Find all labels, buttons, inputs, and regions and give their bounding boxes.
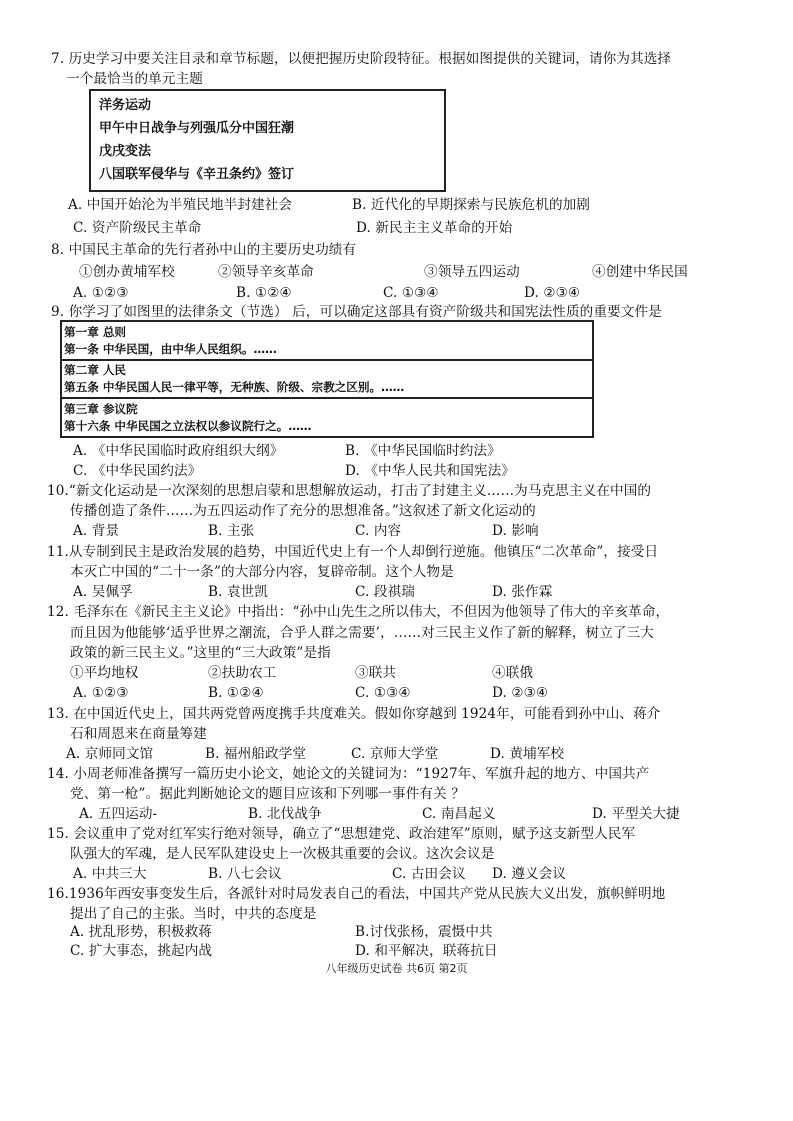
q10-option-c: C. 内容 <box>355 523 402 539</box>
q12-stem-line3: 政策的新三民主义。”这里的“三大政策”是指 <box>70 645 331 661</box>
q11-stem-line1: 11.从专制到民主是政治发展的趋势，中国近代史上有一个人却倒行逆施。他镇压“二次革命”，接受日 <box>47 544 659 560</box>
q16-stem-line1: 16.1936年西安事变发生后，各派针对时局发表自己的看法，中国共产党从民族大义出发，旗帜鲜明地 <box>47 886 666 902</box>
q9-option-a: A. 《中华民国临时政府组织大纲》 <box>73 443 284 459</box>
q16-option-c: C. 扩大事态，挑起内战 <box>70 943 213 959</box>
q7-keyword: 八国联军侵华与《辛丑条约》签订 <box>99 167 295 182</box>
q9-option-b: B. 《中华民国临时约法》 <box>345 443 501 459</box>
q12-option-c: C. ①③④ <box>355 685 411 701</box>
q12-stem-line1: 12. 毛泽东在《新民主主义论》中指出：“孙中山先生之所以伟大，不但因为他领导了伟大的辛亥革命， <box>47 604 670 620</box>
q8-option-a: A. ①②③ <box>73 285 129 301</box>
q14-option-b: B. 北伐战争 <box>248 806 322 822</box>
q9-stem: 9. 你学习了如图里的法律条文（节选） 后，可以确定这部具有资产阶级共和国宪法性质的重要文件是 <box>51 304 662 320</box>
q12-option-d: D. ②③④ <box>492 685 549 701</box>
q7-keyword: 戊戌变法 <box>99 144 152 159</box>
q7-keyword-box <box>89 89 446 192</box>
q7-option-b: B. 近代化的早期探索与民族危机的加剧 <box>352 197 591 213</box>
q7-keyword: 甲午中日战争与列强瓜分中国狂潮 <box>99 121 295 136</box>
q12-option-a: A. ①②③ <box>73 685 129 701</box>
q11-option-a: A. 吴佩孚 <box>73 584 133 600</box>
page-footer: 八年级历史试卷 共6页 第2页 <box>325 962 468 975</box>
q9-article: 第一条 中华民国，由中华人民组织。…… <box>64 342 277 356</box>
q10-stem-line2: 传播创造了条件……为五四运动作了充分的思想准备。”这叙述了新文化运动的 <box>70 503 536 519</box>
q15-option-a: A. 中共三大 <box>73 866 147 882</box>
q8-option-c: C. ①③④ <box>383 285 439 301</box>
q12-item: ②扶助农工 <box>208 665 277 681</box>
q13-stem-line1: 13. 在中国近代史上，国共两党曾两度携手共度难关。假如你穿越到 1924年，可能看到孙中山、蒋介 <box>47 706 661 722</box>
q11-option-c: C. 段祺瑞 <box>355 584 415 600</box>
q15-option-c: C. 古田会议 <box>392 866 466 882</box>
q15-option-b: B. 八七会议 <box>208 866 282 882</box>
q10-option-b: B. 主张 <box>208 523 255 539</box>
q7-stem-line2: 一个最恰当的单元主题 <box>66 71 203 87</box>
q14-option-c: C. 南昌起义 <box>422 806 496 822</box>
q9-chapter-title: 第一章 总则 <box>64 325 127 339</box>
q16-stem-line2: 提出了自己的主张。当时，中共的态度是 <box>70 906 317 922</box>
q8-option-b: B. ①②④ <box>236 285 292 301</box>
q12-option-b: B. ①②④ <box>208 685 264 701</box>
q9-article: 第五条 中华民国人民一律平等，无种族、阶级、宗教之区别。…… <box>64 380 405 394</box>
q12-item: ①平均地权 <box>70 665 139 681</box>
q9-chapter-section <box>62 399 592 436</box>
q8-item: ②领导辛亥革命 <box>218 264 314 280</box>
q12-item: ③联共 <box>355 665 397 681</box>
q9-chapter-title: 第三章 参议院 <box>64 402 138 416</box>
q9-option-c: C. 《中华民国约法》 <box>73 463 202 479</box>
q16-option-d: D. 和平解决，联蒋抗日 <box>355 943 498 959</box>
q14-option-d: D. 平型关大捷 <box>592 806 680 822</box>
q11-option-b: B. 袁世凯 <box>208 584 269 600</box>
q7-option-a: A. 中国开始沦为半殖民地半封建社会 <box>68 197 293 213</box>
q15-option-d: D. 遵义会议 <box>492 866 567 882</box>
q13-stem-line2: 石和周恩来在商量筹建 <box>70 726 207 742</box>
q12-stem-line2: 而且因为他能够‘适乎世界之潮流，合乎人群之需要’，……对三民主义作了新的解释，树立了三大 <box>70 625 654 641</box>
q8-item: ④创建中华民国 <box>592 264 688 280</box>
q8-stem: 8. 中国民主革命的先行者孙中山的主要历史功绩有 <box>51 242 357 258</box>
q10-option-a: A. 背景 <box>73 523 120 539</box>
q11-option-d: D. 张作霖 <box>492 584 553 600</box>
q9-law-excerpt-box <box>60 320 594 438</box>
q14-stem-line2: 党、第一枪”。据此判断她论文的题目应该和下列哪一事件有关 ？ <box>70 786 465 802</box>
q14-stem-line1: 14. 小周老师准备撰写一篇历史小论文，她论文的关键词为：“1927年、军旗升起的地方、中国共产 <box>47 766 650 782</box>
q9-chapter-title: 第二章 人民 <box>64 363 127 377</box>
q8-item: ①创办黄埔军校 <box>79 264 175 280</box>
q9-chapter-section <box>62 360 592 399</box>
q9-option-d: D. 《中华人民共和国宪法》 <box>345 463 515 479</box>
q13-option-b: B. 福州船政学堂 <box>205 746 307 762</box>
q13-option-a: A. 京师同文馆 <box>66 746 154 762</box>
q12-item: ④联俄 <box>492 665 534 681</box>
q15-stem-line2: 队强大的军魂，是人民军队建设史上一次极其重要的会议。这次会议是 <box>70 846 495 862</box>
q11-stem-line2: 本灭亡中国的“二十一条”的大部分内容，复辟帝制。这个人物是 <box>70 564 454 580</box>
q14-option-a: A. 五四运动- <box>79 806 158 822</box>
q16-option-b: B.讨伐张杨，震慑中共 <box>355 924 493 940</box>
q8-item: ③领导五四运动 <box>424 264 520 280</box>
q7-option-d: D. 新民主主义革命的开始 <box>356 220 513 236</box>
q15-stem-line1: 15. 会议重申了党对红军实行绝对领导，确立了“思想建党、政治建军”原则，赋予这支新型人民军 <box>47 826 636 842</box>
q10-option-d: D. 影响 <box>492 523 539 539</box>
q16-option-a: A. 扰乱形势，积极救蒋 <box>70 924 213 940</box>
q9-article: 第十六条 中华民国之立法权以参议院行之。…… <box>64 419 312 433</box>
q10-stem-line1: 10.“新文化运动是一次深刻的思想启蒙和思想解放运动，打击了封建主义……为马克思主义在中国的 <box>47 483 652 499</box>
q8-option-d: D. ②③④ <box>524 285 581 301</box>
q7-keyword: 洋务运动 <box>99 98 152 113</box>
q13-option-d: D. 黄埔军校 <box>490 746 565 762</box>
q7-stem-line1: 7. 历史学习中要关注目录和章节标题，以便把握历史阶段特征。根据如图提供的关键词，请你为其选择 <box>51 51 672 67</box>
q7-option-c: C. 资产阶级民主革命 <box>73 220 202 236</box>
q13-option-c: C. 京师大学堂 <box>351 746 439 762</box>
q9-chapter-section <box>62 322 592 361</box>
